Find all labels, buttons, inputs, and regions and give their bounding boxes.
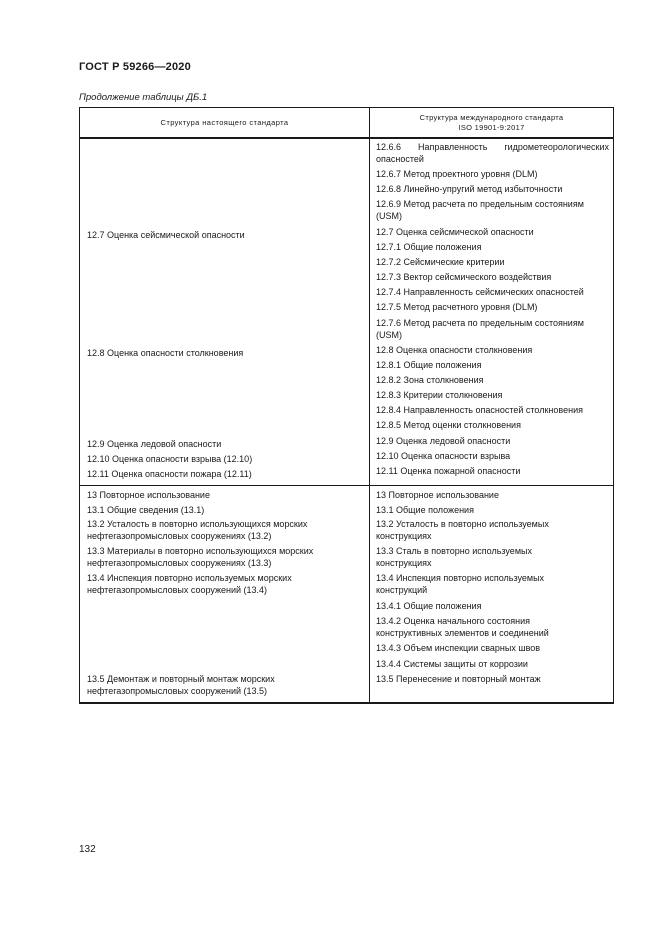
right-cell: конструктивных элементов и соединений — [376, 628, 549, 638]
left-cell: 12.9 Оценка ледовой опасности — [87, 439, 222, 449]
table-header-row — [80, 108, 613, 139]
right-cell: 12.7.6 Метод расчета по предельным состояниям — [376, 318, 584, 328]
right-cell: 13.4 Инспекция повторно используемых — [376, 573, 545, 583]
right-cell: конструкций — [376, 585, 428, 595]
right-cell-word: Направленность — [417, 142, 488, 152]
left-cell: 13.3 Материалы в повторно использующихся морских — [87, 546, 314, 556]
table-caption: Продолжение таблицы ДБ.1 — [79, 92, 208, 103]
column-divider — [369, 108, 370, 702]
right-cell — [376, 142, 609, 154]
column-header-international-line1: Структура международного стандарта — [419, 112, 564, 122]
right-cell: 13.3 Сталь в повторно используемых — [376, 546, 532, 556]
right-cell: 12.7.1 Общие положения — [376, 242, 482, 252]
right-cell: 12.7.2 Сейсмические критерии — [376, 257, 505, 267]
right-cell: 13.4.4 Системы защиты от коррозии — [376, 659, 528, 669]
left-cell: нефтегазопромысловых сооружений (13.4) — [87, 585, 268, 595]
right-cell: 12.7.3 Вектор сейсмического воздействия — [376, 272, 552, 282]
right-cell: 12.7.4 Направленность сейсмических опасностей — [376, 287, 584, 297]
right-cell: 13 Повторное использование — [376, 490, 499, 500]
page-number: 132 — [79, 844, 96, 855]
left-cell: нефтегазопромысловых сооружений (13.5) — [87, 686, 268, 696]
right-cell: 13.4.1 Общие положения — [376, 601, 482, 611]
right-cell: 12.6.7 Метод проектного уровня (DLM) — [376, 169, 538, 179]
right-cell: конструкциях — [376, 531, 432, 541]
right-cell-word: гидрометеорологических — [504, 142, 609, 152]
right-cell: 13.4.3 Объем инспекции сварных швов — [376, 643, 541, 653]
left-cell: 13.4 Инспекция повторно используемых морских — [87, 573, 292, 583]
column-header-international-line2: ISO 19901-9:2017 — [458, 122, 525, 132]
right-cell: 12.8.5 Метод оценки столкновения — [376, 420, 521, 430]
left-cell: 12.8 Оценка опасности столкновения — [87, 348, 244, 358]
right-cell: 12.7.5 Метод расчетного уровня (DLM) — [376, 302, 538, 312]
right-cell: 13.2 Усталость в повторно используемых — [376, 519, 549, 529]
left-cell: 13.2 Усталость в повторно использующихся морских — [87, 519, 308, 529]
right-cell: 12.8.1 Общие положения — [376, 360, 482, 370]
left-cell: нефтегазопромысловых сооружениях (13.3) — [87, 558, 272, 568]
right-cell: 12.7 Оценка сейсмической опасности — [376, 227, 534, 237]
right-cell: 12.8 Оценка опасности столкновения — [376, 345, 533, 355]
left-cell: нефтегазопромысловых сооружениях (13.2) — [87, 531, 272, 541]
right-cell: конструкциях — [376, 558, 432, 568]
right-cell-word: 12.6.6 — [376, 142, 402, 152]
right-cell: 12.11 Оценка пожарной опасности — [376, 466, 521, 476]
column-header-national: Структура настоящего стандарта — [160, 118, 289, 127]
right-cell: 13.5 Перенесение и повторный монтаж — [376, 674, 541, 684]
section-divider — [80, 485, 613, 486]
comparison-table — [79, 107, 614, 704]
right-cell: опасностей — [376, 154, 424, 164]
right-cell: 12.10 Оценка опасности взрыва — [376, 451, 511, 461]
right-cell: 12.6.9 Метод расчета по предельным состояниям — [376, 199, 584, 209]
left-cell: 12.10 Оценка опасности взрыва (12.10) — [87, 454, 253, 464]
document-title: ГОСТ Р 59266—2020 — [79, 61, 191, 73]
right-cell: (USM) — [376, 330, 402, 340]
right-cell: 12.6.8 Линейно-упругий метод избыточности — [376, 184, 563, 194]
left-cell: 13 Повторное использование — [87, 490, 210, 500]
right-cell: 12.8.3 Критерии столкновения — [376, 390, 503, 400]
right-cell: 12.9 Оценка ледовой опасности — [376, 436, 511, 446]
right-cell: 12.8.4 Направленность опасностей столкновения — [376, 405, 583, 415]
column-header-international — [370, 108, 613, 137]
right-cell: 13.1 Общие положения — [376, 505, 474, 515]
right-cell: 12.8.2 Зона столкновения — [376, 375, 484, 385]
left-cell: 12.11 Оценка опасности пожара (12.11) — [87, 469, 252, 479]
left-cell: 13.5 Демонтаж и повторный монтаж морских — [87, 674, 275, 684]
right-cell: 13.4.2 Оценка начального состояния — [376, 616, 531, 626]
left-cell: 12.7 Оценка сейсмической опасности — [87, 230, 245, 240]
right-cell: (USM) — [376, 211, 402, 221]
left-cell: 13.1 Общие сведения (13.1) — [87, 505, 205, 515]
